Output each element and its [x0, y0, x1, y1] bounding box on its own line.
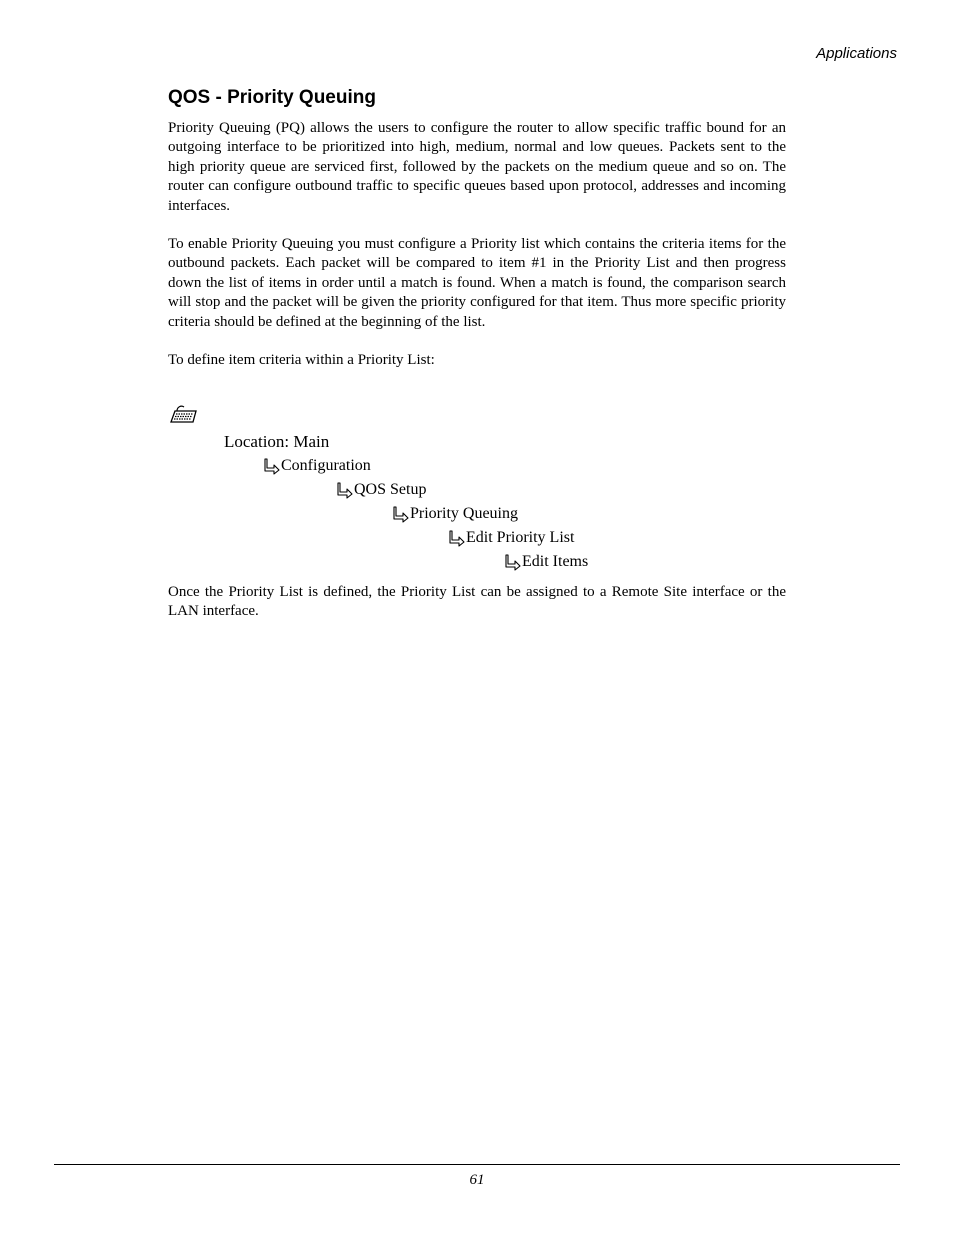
nav-location-label: Location: Main: [224, 432, 330, 451]
enable-paragraph: To enable Priority Queuing you must configure a Priority list which contains the criteria items for the outbound packets. Each packet will be compared to item #1 in the Priority List and then progress down the list of items in order until a match is found. When a match is found, the comparison search will stop and the packet will be given the priority configured for that item. Thus more specific priority criteria should be defined at the beginning of the list.: [168, 236, 786, 330]
nav-step-qos-setup: [337, 479, 426, 501]
define-criteria-paragraph: To define item criteria within a Priority List:: [168, 352, 435, 369]
running-header: Applications: [816, 45, 897, 62]
closing-paragraph: Once the Priority List is defined, the Priority List can be assigned to a Remote Site interface or the LAN interface.: [168, 584, 786, 620]
nav-step-label: Configuration: [281, 457, 371, 474]
menu-arrow-icon: [264, 458, 280, 475]
nav-step-configuration: [264, 455, 371, 477]
nav-step-label: Edit Priority List: [466, 529, 575, 546]
menu-arrow-icon: [337, 482, 353, 499]
section-title: QOS - Priority Queuing: [168, 87, 376, 108]
intro-paragraph: Priority Queuing (PQ) allows the users to configure the router to allow specific traffic bound for an outgoing interface to be prioritized into high, medium, normal and low queues. Packets sent to the high priority queue are serviced first, followed by the packets on the medium queue and so on. The router can configure outbound traffic to specific queues based upon protocol, addresses and incoming interfaces.: [168, 120, 786, 214]
page-number: 61: [469, 1172, 485, 1188]
menu-arrow-icon: [505, 554, 521, 571]
nav-step-label: QOS Setup: [354, 481, 427, 498]
page-content: [168, 84, 786, 620]
nav-step-edit-items: [505, 551, 588, 573]
nav-step-priority-queuing: [393, 503, 518, 525]
footer-divider: [54, 1164, 900, 1165]
menu-arrow-icon: [393, 506, 409, 523]
menu-navigation-path: [168, 431, 786, 581]
keyboard-icon: [168, 404, 198, 424]
menu-arrow-icon: [449, 530, 465, 547]
nav-step-label: Priority Queuing: [410, 505, 518, 522]
nav-step-edit-priority-list: [449, 527, 574, 549]
nav-step-label: Edit Items: [522, 553, 589, 570]
